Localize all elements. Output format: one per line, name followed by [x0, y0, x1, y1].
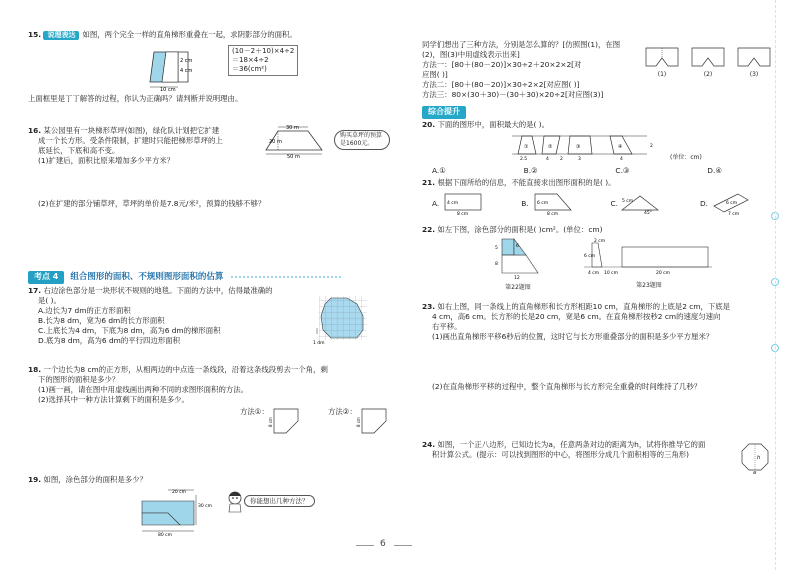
intro-fig-1: [644, 46, 680, 79]
question-22: [422, 225, 772, 291]
q24-number: 24.: [422, 440, 436, 449]
q16-label-bottom: 50 m: [287, 154, 300, 160]
intro-method-3: 方法三：80×(30＋30)－(30＋30)×20÷2[对应图(3)]: [422, 89, 604, 99]
q22-label-6: 6: [516, 244, 519, 249]
q20-unit: (单位：cm): [670, 154, 702, 161]
q23-line-3: 右平移。: [432, 321, 462, 331]
q22-number: 22.: [422, 225, 436, 234]
question-17: [28, 286, 390, 346]
q20-opt-d[interactable]: D.④: [707, 166, 722, 175]
q21-a-side: 4 cm: [447, 201, 459, 206]
question-21: [422, 178, 772, 217]
q16-part-1: (1)扩建后，面积比原来增加多少平方米？: [38, 155, 175, 165]
q18-side-1: 8 cm: [268, 417, 274, 427]
q16-number: 16.: [28, 126, 42, 135]
q18-number: 18.: [28, 365, 42, 374]
q23-caption: 第23题图: [636, 281, 662, 289]
q16-label-height: 20 m: [269, 139, 282, 145]
q21-opt-c-letter: C.: [610, 199, 619, 208]
kaodian-header: [28, 271, 341, 284]
q24-h: h: [757, 455, 761, 461]
q24-line-2: 积计算公式。(提示：可以找到图形的中心，将图形分成几个面积相等的三角形): [432, 449, 690, 459]
q20-shape-2: ②: [548, 144, 553, 150]
q21-c-angle: 45°: [644, 211, 653, 216]
q17-opt-a[interactable]: A.边长为7 dm的正方形面积: [38, 305, 131, 315]
kaodian-title: 组合图形的面积、不规则图形面积的估算: [70, 271, 224, 282]
q18-method-2: [328, 407, 389, 435]
intro-method-2: 方法二：[80＋(80－20)]×30÷2×2[对应图( )]: [422, 79, 580, 89]
q17-carpet-figure: [313, 294, 371, 349]
q24-line-1: 如图，一个正八边形，已知边长为a，任意两条对边的距离为h，试将你推导它的面: [437, 440, 706, 449]
q17-number: 17.: [28, 286, 42, 295]
q23-label-20cm: 20 cm: [656, 271, 671, 276]
q20-shape-3: ③: [576, 144, 581, 150]
q20-bottom-2: 4: [546, 157, 549, 162]
section-header: [422, 106, 772, 119]
q16-bubble: 购买草坪的预算是1600元。: [334, 130, 390, 150]
q16-part-2: (2)在扩建的部分铺草坪，草坪的单价是7.8元/米²，预算的钱够不够？: [38, 198, 266, 208]
q20-bottom-1: 2.5: [520, 157, 528, 162]
q20-opt-c[interactable]: C.③: [615, 166, 630, 175]
q24-a: a: [753, 470, 757, 476]
intro-fig-3: [736, 46, 772, 79]
q18-method-2-label: 方法②：: [328, 407, 357, 416]
q23-part-2: (2)在直角梯形平移的过程中，整个直角梯形与长方形完全重叠的时间维持了几秒？: [432, 381, 702, 391]
q16-line-1: 某公园里有一块梯形草坪(如图)，绿化队计划把它扩建: [43, 126, 220, 135]
q21-d-side: 6 cm: [725, 201, 738, 206]
q19-figure: [138, 487, 218, 540]
q21-b-base: 8 cm: [546, 212, 558, 217]
q19-hint: [226, 490, 315, 512]
q20-shape-4: ④: [618, 144, 623, 150]
question-24: [422, 440, 772, 476]
q15-followup: 上面框里是丁丁解答的过程，你认为正确吗？请判断并说明理由。: [28, 94, 243, 103]
q19-label-c: 80 cm: [158, 533, 173, 538]
q23-figure: [584, 239, 714, 290]
q22-figure: [492, 237, 544, 292]
q19-bubble: 你能想出几种方法？: [244, 495, 315, 508]
q21-opt-c[interactable]: [611, 192, 663, 216]
binding-line: [775, 0, 776, 570]
q22-caption: 第22题图: [505, 283, 531, 291]
q20-bottom-5: 4: [620, 157, 623, 162]
q22-label-5: 5: [495, 246, 498, 251]
q24-octagon-figure: [740, 442, 770, 477]
q18-line-2: 下的图形的面积是多少？: [38, 374, 120, 384]
q16-label-top: 30 m: [286, 125, 299, 131]
q17-line-1: 右边涂色部分是一块形状不规则的地毯。下面的方法中，估得最准确的: [43, 286, 273, 295]
q20-opt-b[interactable]: B.②: [523, 166, 538, 175]
q17-opt-c[interactable]: C.上底长为4 dm，下底为8 dm，高为6 dm的梯形面积: [38, 325, 221, 335]
q23-label-4cm: 4 cm: [588, 271, 600, 276]
q16-trapezoid-figure: [260, 124, 330, 161]
q19-number: 19.: [28, 475, 42, 484]
q21-options: [432, 192, 752, 216]
q21-opt-b[interactable]: [521, 192, 572, 216]
q17-opt-d[interactable]: D.底为8 dm，高为6 dm的平行四边形面积: [38, 335, 181, 345]
q18-method-1-label: 方法①：: [240, 407, 269, 416]
q18-part-1: (1)画一画，请在图中用虚线画出两种不同的求图形面积的方法。: [38, 384, 249, 394]
q18-part-2: (2)选择其中一种方法计算剩下的面积是多少。: [38, 394, 189, 404]
q18-line-1: 一个边长为8 cm的正方形，从相两边的中点连一条线段，沿着这条线段剪去一个角，剩: [43, 365, 328, 374]
intro-fig-2-caption: (2): [703, 70, 713, 78]
intro-fig-1-caption: (1): [657, 70, 667, 78]
kaodian-badge: 考点 4: [28, 271, 64, 284]
q17-unit-left: 1 dm: [313, 341, 325, 346]
q21-opt-b-letter: B.: [521, 199, 529, 208]
q15-work-1: (10－2＋10)×4÷2: [232, 47, 295, 55]
page-number-rule-right: [394, 545, 412, 546]
intro-line: 同学们想出了三种方法，分别是怎么算的？[仿照图(1)，在图(2)，图(3)中用虚线表示出来]: [422, 40, 621, 59]
q22-label-12: 12: [514, 276, 520, 281]
q15-label-b: 2 cm: [180, 58, 193, 64]
question-16: [28, 126, 390, 209]
q15-label-a: 10 cm: [160, 87, 176, 93]
intro-method-1: 方法一：[80＋(80－20)]×30÷2＋20×2×2[对: [422, 59, 582, 69]
question-23: [422, 302, 772, 392]
q17-opt-b[interactable]: B.长为8 dm，宽为6 dm的长方形面积: [38, 315, 165, 325]
question-18: [28, 365, 390, 427]
q18-method-1: [240, 407, 301, 435]
q23-part-1: (1)画出直角梯形平移6秒后的位置，这时它与长方形重叠部分的面积是多少平方厘米？: [432, 331, 714, 341]
question-20: [422, 120, 772, 175]
q17-line-2: 是( )。: [38, 295, 61, 305]
q18-side-2: 8 cm: [356, 417, 362, 427]
q15-tag: 说理表达: [43, 31, 79, 40]
q23-label-2cm: 2 cm: [594, 239, 606, 244]
q21-opt-d-letter: D.: [699, 199, 708, 208]
intro-method-1b: 应图( )]: [422, 69, 448, 79]
page-number-rule-left: [356, 545, 374, 546]
q20-height: 2: [650, 144, 653, 149]
section-tag: 综合提升: [422, 106, 466, 119]
kid-face-icon: [226, 490, 244, 512]
q20-shape-1: ①: [524, 144, 529, 150]
q15-number: 15.: [28, 30, 42, 39]
q22-label-8: 8: [495, 262, 498, 267]
q20-figure: [512, 132, 662, 165]
q15-figure: [146, 46, 226, 94]
q20-bottom-3: 2: [560, 157, 563, 162]
q19-label-a: 20 cm: [172, 490, 187, 495]
q15-work-3: ＝36(cm²): [232, 65, 267, 74]
q19-continued: [422, 40, 772, 100]
q21-text: 根据下面所给的信息，不能直接求出图形面积的是( )。: [437, 178, 616, 187]
question-15: [28, 30, 390, 103]
q21-opt-a-letter: A.: [432, 199, 440, 208]
q23-label-10cm: 10 cm: [604, 271, 619, 276]
q20-opt-a[interactable]: A.①: [432, 166, 446, 175]
q21-a-base: 8 cm: [457, 212, 469, 217]
intro-fig-2: [690, 46, 726, 79]
q16-line-3: 底延长，下底和高不变。: [38, 145, 120, 155]
q20-bottom-4: 3: [578, 157, 581, 162]
q23-line-1: 如右上图，同一条线上的直角梯形和长方形相距10 cm，直角梯形的上底是2 cm，下底是: [437, 302, 731, 311]
question-19: [28, 475, 390, 538]
q21-c-side: 5 cm: [622, 199, 634, 204]
q15-work-2: ＝18×4÷2: [232, 56, 269, 65]
q15-label-c: 4 cm: [180, 68, 193, 74]
intro-fig-3-caption: (3): [749, 70, 759, 78]
q21-number: 21.: [422, 178, 436, 187]
q21-opt-d[interactable]: [700, 192, 752, 216]
q16-bubble-wrap: [334, 130, 390, 150]
q21-d-base: 7 cm: [727, 212, 740, 217]
q23-line-2: 4 cm，高6 cm。长方形的长是20 cm，宽是6 cm。在直角梯形按秒2 cm的速度匀速向: [432, 311, 721, 321]
q15-work-box: [228, 45, 298, 76]
q21-b-side: 6 cm: [536, 201, 548, 206]
q23-label-6cm: 6 cm: [584, 254, 596, 259]
q16-line-2: 成一个长方形。受条件限制，扩建时只能把梯形草坪的上: [38, 135, 223, 145]
q22-text: 如左下图，涂色部分的面积是( )cm²。(单位：cm): [437, 225, 603, 234]
q21-opt-a[interactable]: [432, 192, 483, 216]
q20-options: [432, 166, 722, 176]
q15-text: 如图，两个完全一样的直角梯形重叠在一起，求阴影部分的面积。: [82, 30, 297, 39]
q19-text: 如图，涂色部分的面积是多少？: [43, 475, 147, 484]
q20-number: 20.: [422, 120, 436, 129]
q23-number: 23.: [422, 302, 436, 311]
kaodian-divider: [231, 276, 341, 278]
page-number: 6: [380, 539, 386, 549]
q19-label-b: 30 cm: [198, 504, 213, 509]
intro-figures: [644, 46, 772, 79]
q20-text: 下面的图形中，面积最大的是( )。: [437, 120, 550, 129]
